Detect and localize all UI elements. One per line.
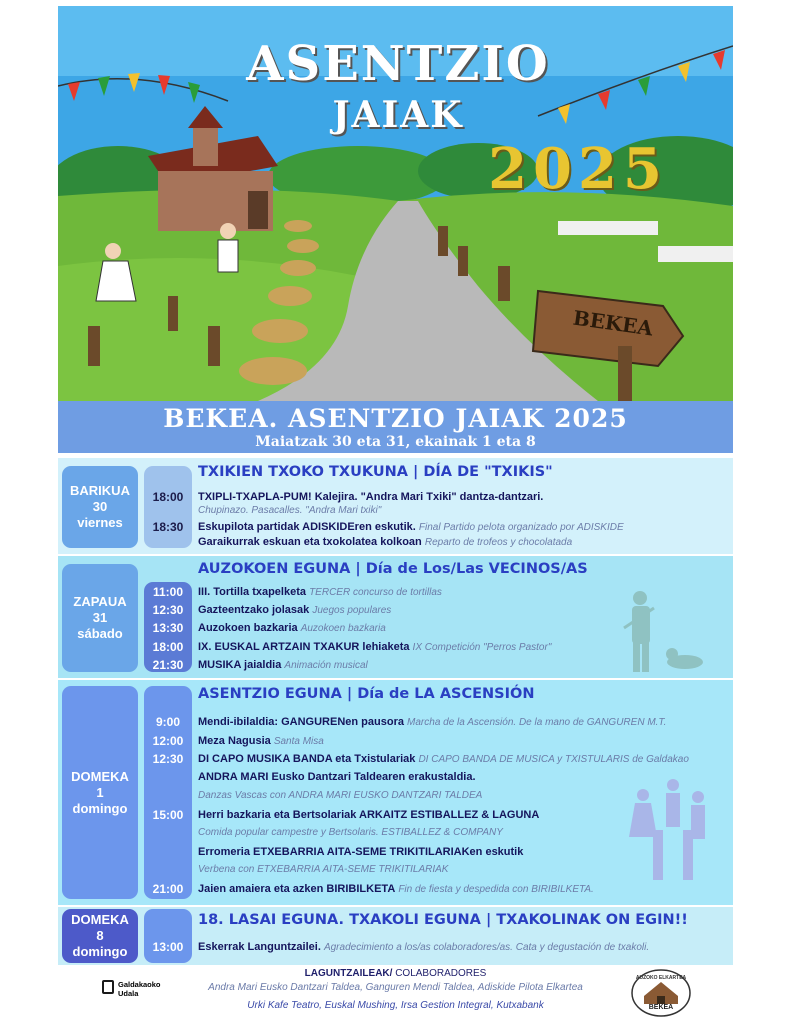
hero-year: 2025: [488, 136, 668, 202]
event-note: Comida popular campestre y Bertsolaris. ESTIBALLEZ & COMPANY: [198, 827, 503, 838]
event-line: ANDRA MARI Eusko Dantzari Taldearen erakustaldia.: [198, 771, 476, 783]
event-time: 11:00: [152, 585, 184, 599]
day-label: [62, 564, 138, 672]
svg-text:AUZOKO ELKARTEA: AUZOKO ELKARTEA: [635, 975, 687, 981]
event-note: Chupinazo. Pasacalles. "Andra Mari txiki": [198, 505, 382, 516]
council-logo-icon: [102, 980, 114, 994]
event-time: 12:00: [152, 734, 184, 748]
time-column: [144, 909, 192, 963]
council-logo: Galdakaoko Udala: [118, 980, 161, 998]
day-block-sunday-1: [58, 680, 733, 905]
day-name-es: viernes: [77, 515, 123, 530]
day-label: [62, 466, 138, 548]
day-number: 1: [96, 784, 104, 800]
day-label: [62, 686, 138, 899]
event-title: BEKEA. ASENTZIO JAIAK 2025: [163, 404, 628, 433]
sponsors-heading: LAGUNTZAILEAK/ COLABORADORES: [304, 968, 487, 979]
day-heading: AUZOKOEN EGUNA | Día de Los/Las VECINOS/AS: [198, 561, 588, 577]
dancers-silhouette: [613, 775, 723, 885]
event-line: Eskupilota partidak ADISKIDEren eskutik. Final Partido pelota organizado por ADISKIDE: [198, 521, 624, 533]
shepherd-dog-silhouette: [620, 588, 710, 676]
event-line: Meza Nagusia Santa Misa: [198, 735, 324, 747]
day-label: [62, 909, 138, 963]
event-line: Jaien amaiera eta azken BIRIBILKETA Fin de fiesta y despedida con BIRIBILKETA.: [198, 883, 594, 895]
day-name-eu: DOMEKA: [71, 768, 129, 784]
event-line: Garaikurrak eskuan eta txokolatea kolkoan Reparto de trofeos y chocolatada: [198, 536, 573, 548]
event-time: 13:30: [152, 621, 184, 635]
day-heading: 18. LASAI EGUNA. TXAKOLI EGUNA | TXAKOLINAK ON EGIN!!: [198, 912, 688, 928]
day-number: 30: [92, 499, 108, 514]
time-column: [144, 466, 192, 548]
day-name-es: domingo: [72, 944, 128, 959]
hero-subtitle: JAIAK: [332, 94, 464, 136]
day-block-sunday-8: [58, 907, 733, 965]
event-dates: Maiatzak 30 eta 31, ekainak 1 eta 8: [255, 434, 536, 450]
event-time: 21:00: [152, 882, 184, 896]
day-block-friday: [58, 458, 733, 554]
event-line: Eskerrak Languntzailei. Agradecimiento a los/as colaboradores/as. Cata y degustación de txakoli.: [198, 941, 650, 953]
title-banner: [58, 401, 733, 453]
day-block-saturday: [58, 556, 733, 678]
day-name-eu: BARIKUA: [70, 483, 130, 498]
event-line: IX. EUSKAL ARTZAIN TXAKUR lehiaketa IX Competición "Perros Pastor": [198, 641, 552, 653]
sponsors-line: Andra Mari Eusko Dantzari Taldea, Ganguren Mendi Taldea, Adiskide Pilota Elkartea: [208, 982, 583, 993]
hero-illustration: [58, 6, 733, 401]
event-time: 12:30: [152, 752, 184, 766]
event-line: Auzokoen bazkaria Auzokoen bazkaria: [198, 622, 386, 634]
event-line: Gazteentzako jolasak Juegos populares: [198, 604, 392, 616]
event-time: 9:00: [155, 715, 181, 729]
day-name-eu: DOMEKA: [71, 912, 129, 927]
event-time: 13:00: [152, 940, 184, 954]
event-line: TXIPLI-TXAPLA-PUM! Kalejira. "Andra Mari Txiki" dantza-dantzari.: [198, 491, 544, 503]
sponsors-line: Urki Kafe Teatro, Euskal Mushing, Irsa Gestion Integral, Kutxabank: [247, 1000, 544, 1011]
event-time: 18:00: [152, 640, 184, 654]
event-line: Erromeria ETXEBARRIA AITA-SEME TRIKITILARIAKen eskutik: [198, 846, 524, 858]
event-line: DI CAPO MUSIKA BANDA eta Txistulariak DI CAPO BANDA DE MUSICA y TXISTULARIS de Galdakao: [198, 753, 689, 765]
event-time: 15:00: [152, 808, 184, 822]
event-note: Verbena con ETXEBARRIA AITA-SEME TRIKITILARIAK: [198, 864, 449, 875]
day-name-eu: ZAPAUA: [73, 594, 127, 609]
event-line: Mendi-ibilaldia: GANGURENen pausora Marcha de la Ascensión. De la mano de GANGUREN M.T.: [198, 716, 667, 728]
event-time: 21:30: [152, 658, 184, 672]
day-number: 8: [96, 928, 104, 943]
day-heading: ASENTZIO EGUNA | Día de LA ASCENSIÓN: [198, 686, 535, 702]
event-note: Danzas Vascas con ANDRA MARI EUSKO DANTZARI TALDEA: [198, 790, 483, 801]
day-name-es: sábado: [77, 626, 123, 641]
day-name-es: domingo: [72, 800, 128, 816]
day-heading: TXIKIEN TXOKO TXUKUNA | DÍA DE "TXIKIS": [198, 464, 553, 480]
event-time: 12:30: [152, 603, 184, 617]
event-line: MUSIKA jaialdia Animación musical: [198, 659, 368, 671]
badge-name: BEKEA: [648, 1004, 674, 1011]
hero-sign: BEKEA: [571, 305, 655, 341]
event-time: 18:30: [152, 520, 184, 534]
event-line: Herri bazkaria eta Bertsolariak ARKAITZ ESTIBALLEZ & LAGUNA: [198, 809, 540, 821]
sponsors-footer: [58, 966, 733, 1024]
event-line: III. Tortilla txapelketa TERCER concurso de tortillas: [198, 586, 442, 598]
hero-title: ASENTZIO: [246, 36, 550, 92]
event-time: 18:00: [152, 490, 184, 504]
day-number: 31: [92, 610, 108, 625]
